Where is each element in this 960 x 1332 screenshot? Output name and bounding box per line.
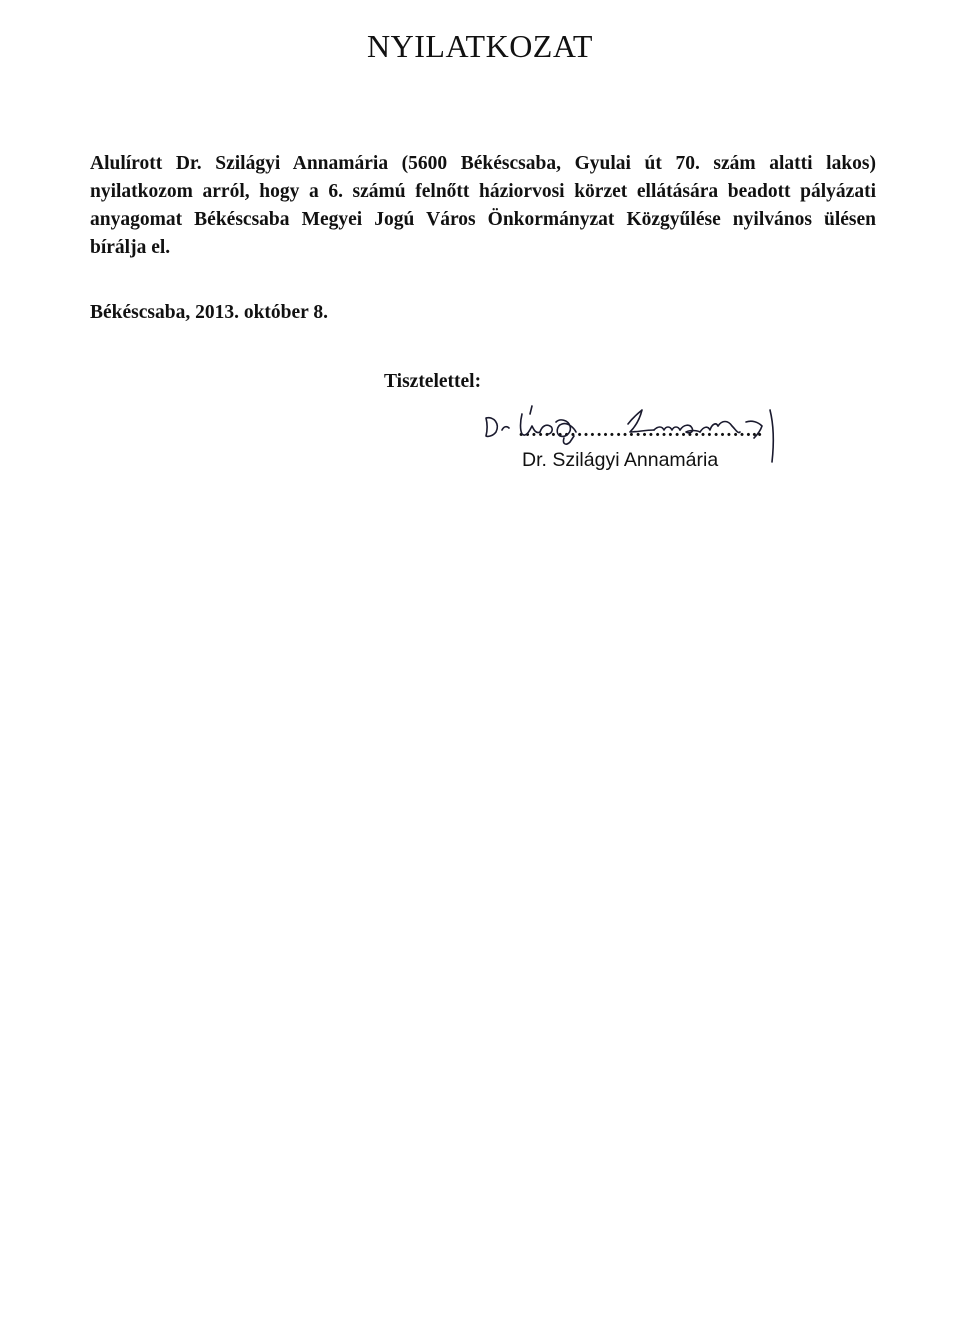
signature-line: ……………………………….. — [518, 420, 763, 441]
document-title: NYILATKOZAT — [367, 28, 593, 64]
place-and-date: Békéscsaba, 2013. október 8. — [90, 302, 328, 323]
closing-salutation: Tisztelettel: — [384, 371, 482, 392]
declaration-body: Alulírott Dr. Szilágyi Annamária (5600 Békéscsaba, Gyulai út 70. szám alatti lakos) nyilatkozom arról, hogy a 6. számú felnőtt háziorvosi körzet ellátására beadott pályázati anyagomat Békéscsaba Megyei Jogú Város Önkormányzat Közgyűlése nyilvános ülésen bírálja el. — [90, 153, 876, 258]
signer-name: Dr. Szilágyi Annamária — [522, 449, 719, 471]
